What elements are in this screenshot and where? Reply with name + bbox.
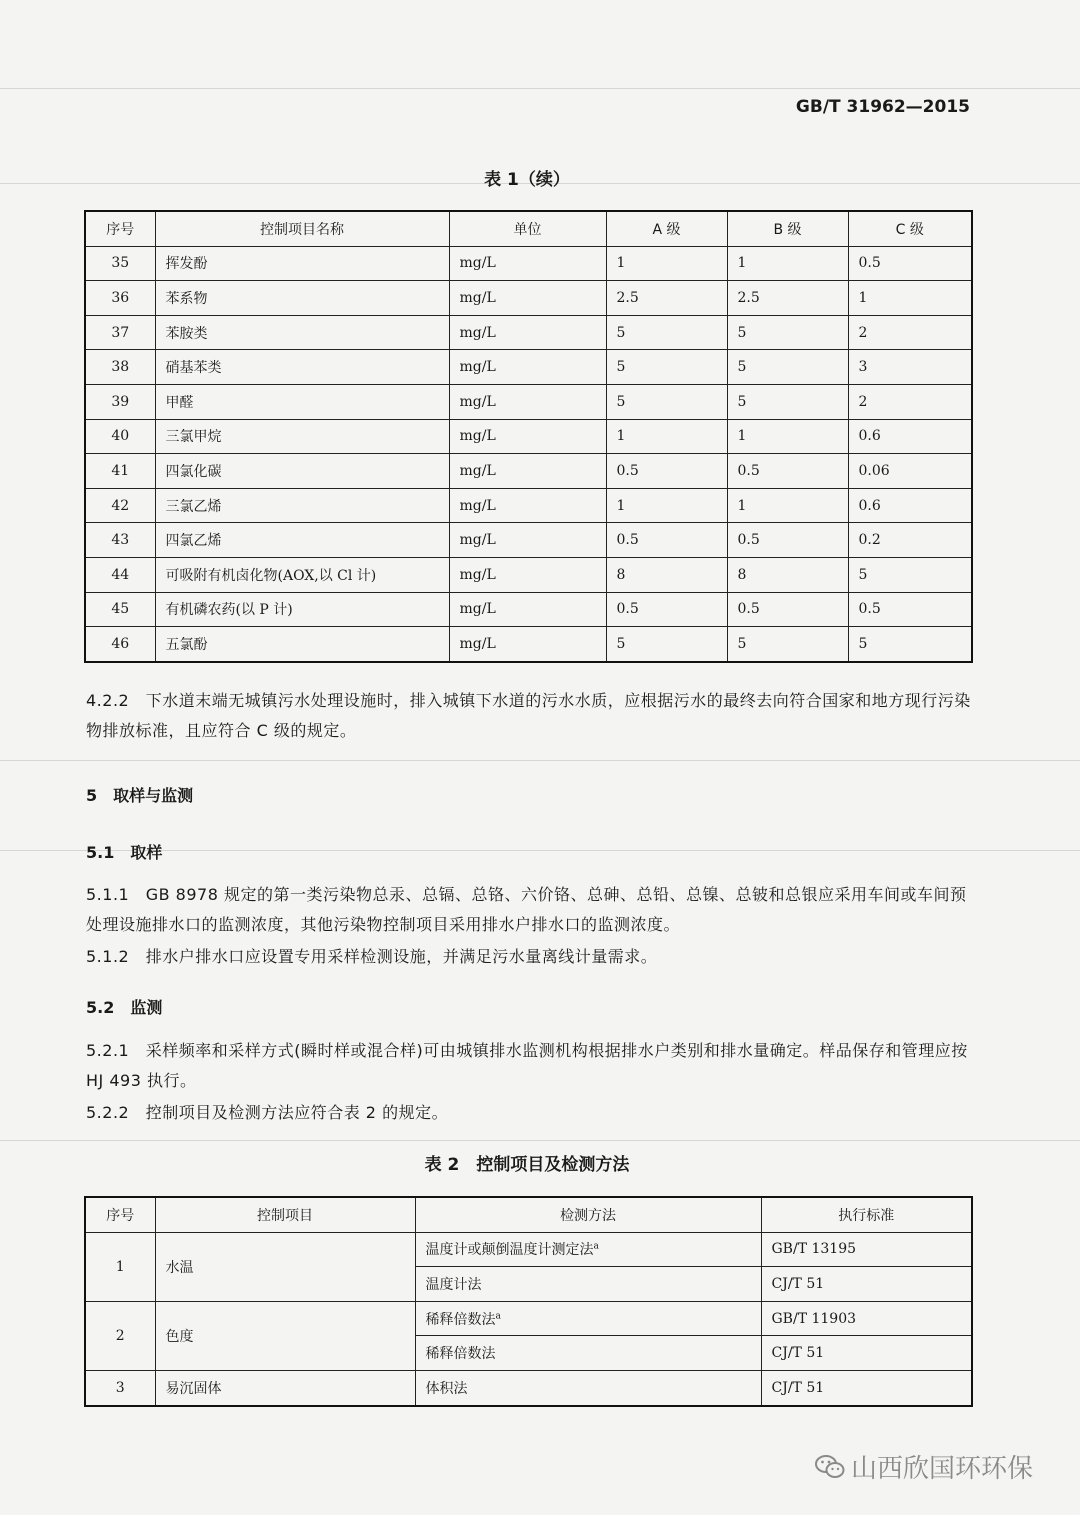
table2-method-cell bbox=[415, 1232, 761, 1267]
table1-row bbox=[85, 350, 972, 385]
table1-cell: mg/L bbox=[449, 350, 606, 385]
table1-cell: 5 bbox=[727, 350, 848, 385]
table1-cell: 0.5 bbox=[727, 592, 848, 627]
section-5-2-heading: 5.2 监测 bbox=[86, 998, 163, 1017]
table1-cell: mg/L bbox=[449, 315, 606, 350]
table1-cell: 1 bbox=[727, 488, 848, 523]
table1-cell: 四氯乙烯 bbox=[155, 523, 449, 558]
table1-cell: 5 bbox=[848, 557, 972, 592]
table1-cell: 有机磷农药(以 P 计) bbox=[155, 592, 449, 627]
table1-row bbox=[85, 246, 972, 281]
table1-header-cell: 序号 bbox=[85, 211, 155, 246]
table1-cell: 36 bbox=[85, 281, 155, 316]
table1-cell: 3 bbox=[848, 350, 972, 385]
table1-cell: 0.5 bbox=[606, 592, 727, 627]
table1-row bbox=[85, 557, 972, 592]
table1-cell: 0.6 bbox=[848, 419, 972, 454]
table1-cell: 0.5 bbox=[727, 454, 848, 489]
method-text: 稀释倍数法 bbox=[425, 1346, 496, 1363]
table2-row bbox=[85, 1232, 972, 1267]
table1-cell: mg/L bbox=[449, 454, 606, 489]
table1-cell: mg/L bbox=[449, 281, 606, 316]
table2-method-cell bbox=[415, 1336, 761, 1371]
table1-cell: 5 bbox=[606, 384, 727, 419]
table1-row bbox=[85, 384, 972, 419]
table1-cell: 5 bbox=[606, 315, 727, 350]
table1-cell: 0.5 bbox=[606, 454, 727, 489]
table1-cell: 0.2 bbox=[848, 523, 972, 558]
table2-no-cell: 1 bbox=[85, 1232, 155, 1301]
watermark-text: 山西欣国环环保 bbox=[851, 1454, 1034, 1484]
table1-cell: 1 bbox=[848, 281, 972, 316]
section-5-heading: 5 取样与监测 bbox=[86, 786, 194, 805]
table2-method-cell bbox=[415, 1267, 761, 1302]
table2-standard-cell: CJ/T 51 bbox=[761, 1370, 972, 1405]
table1-cell: 46 bbox=[85, 627, 155, 662]
table1-cell: 1 bbox=[727, 246, 848, 281]
table2 bbox=[84, 1196, 973, 1407]
table1-header-cell: C 级 bbox=[848, 211, 972, 246]
table2-header-cell: 序号 bbox=[85, 1197, 155, 1232]
table1-cell: 8 bbox=[727, 557, 848, 592]
table1-cell: 5 bbox=[606, 627, 727, 662]
table1-cell: 5 bbox=[727, 315, 848, 350]
table1-cell: 44 bbox=[85, 557, 155, 592]
table1-cell: 苯系物 bbox=[155, 281, 449, 316]
method-text: 稀释倍数法 bbox=[425, 1311, 496, 1328]
table2-standard-cell: CJ/T 51 bbox=[761, 1267, 972, 1302]
method-text: 温度计法 bbox=[425, 1276, 482, 1293]
table1-header-row bbox=[85, 211, 972, 246]
table1 bbox=[84, 210, 973, 663]
wechat-icon bbox=[815, 1454, 845, 1480]
document-code: GB/T 31962—2015 bbox=[795, 97, 970, 117]
table1-cell: 三氯乙烯 bbox=[155, 488, 449, 523]
table1-cell: 五氯酚 bbox=[155, 627, 449, 662]
table2-caption: 表 2 控制项目及检测方法 bbox=[424, 1155, 630, 1175]
table1-row bbox=[85, 419, 972, 454]
table1-cell: mg/L bbox=[449, 557, 606, 592]
table1-cell: 5 bbox=[727, 627, 848, 662]
table1-cell: 8 bbox=[606, 557, 727, 592]
footnote-mark: a bbox=[593, 1241, 599, 1252]
table1-cell: mg/L bbox=[449, 384, 606, 419]
clause-5-2-2: 5.2.2 控制项目及检测方法应符合表 2 的规定。 bbox=[86, 1103, 449, 1122]
table1-cell: mg/L bbox=[449, 523, 606, 558]
table1-cell: 37 bbox=[85, 315, 155, 350]
table1-cell: 5 bbox=[606, 350, 727, 385]
table1-cell: 38 bbox=[85, 350, 155, 385]
table1-row bbox=[85, 627, 972, 662]
table1-cell: mg/L bbox=[449, 488, 606, 523]
watermark bbox=[815, 1448, 1033, 1485]
table2-item-cell: 易沉固体 bbox=[155, 1370, 415, 1405]
table1-cell: 甲醛 bbox=[155, 384, 449, 419]
table2-standard-cell: CJ/T 51 bbox=[761, 1336, 972, 1371]
table1-cell: 2 bbox=[848, 384, 972, 419]
table1-cell: 0.5 bbox=[848, 592, 972, 627]
table1-caption: 表 1（续） bbox=[484, 170, 570, 190]
table2-row bbox=[85, 1301, 972, 1336]
table1-cell: mg/L bbox=[449, 592, 606, 627]
table1-cell: 苯胺类 bbox=[155, 315, 449, 350]
table1-cell: mg/L bbox=[449, 419, 606, 454]
table2-item-cell: 水温 bbox=[155, 1232, 415, 1301]
clause-5-1-2: 5.1.2 排水户排水口应设置专用采样检测设施，并满足污水量离线计量需求。 bbox=[86, 947, 658, 966]
table2-standard-cell: GB/T 11903 bbox=[761, 1301, 972, 1336]
table1-cell: 45 bbox=[85, 592, 155, 627]
table1-row bbox=[85, 454, 972, 489]
table1-cell: 5 bbox=[848, 627, 972, 662]
table1-cell: 可吸附有机卤化物(AOX,以 Cl 计) bbox=[155, 557, 449, 592]
table1-row bbox=[85, 523, 972, 558]
table1-cell: 41 bbox=[85, 454, 155, 489]
table2-method-cell bbox=[415, 1370, 761, 1405]
method-text: 温度计或颠倒温度计测定法 bbox=[425, 1242, 594, 1259]
table1-row bbox=[85, 281, 972, 316]
table2-header-cell: 控制项目 bbox=[155, 1197, 415, 1232]
table1-cell: 三氯甲烷 bbox=[155, 419, 449, 454]
table1-cell: 40 bbox=[85, 419, 155, 454]
table2-no-cell: 2 bbox=[85, 1301, 155, 1370]
table1-cell: 1 bbox=[606, 419, 727, 454]
table1-header-cell: 控制项目名称 bbox=[155, 211, 449, 246]
table1-cell: 5 bbox=[727, 384, 848, 419]
table1-header-cell: B 级 bbox=[727, 211, 848, 246]
method-text: 体积法 bbox=[425, 1380, 468, 1397]
table1-cell: 挥发酚 bbox=[155, 246, 449, 281]
table1-cell: mg/L bbox=[449, 627, 606, 662]
table1-cell: 硝基苯类 bbox=[155, 350, 449, 385]
table1-header-cell: 单位 bbox=[449, 211, 606, 246]
section-5-1-heading: 5.1 取样 bbox=[86, 843, 163, 862]
table1-cell: 0.6 bbox=[848, 488, 972, 523]
table1-cell: 2.5 bbox=[727, 281, 848, 316]
table1-cell: 0.5 bbox=[727, 523, 848, 558]
table1-cell: 0.5 bbox=[606, 523, 727, 558]
table1-cell: 1 bbox=[606, 488, 727, 523]
table2-header-row bbox=[85, 1197, 972, 1232]
table2-header-cell: 检测方法 bbox=[415, 1197, 761, 1232]
table1-cell: 1 bbox=[727, 419, 848, 454]
table1-cell: 43 bbox=[85, 523, 155, 558]
clause-5-2-1: 5.2.1 采样频率和采样方式(瞬时样或混合样)可由城镇排水监测机构根据排水户类别和排水量确定。样品保存和管理应按 HJ 493 执行。 bbox=[86, 1041, 968, 1090]
clause-4-2-2: 4.2.2 下水道末端无城镇污水处理设施时，排入城镇下水道的污水水质，应根据污水的最终去向符合国家和地方现行污染物排放标准，且应符合 C 级的规定。 bbox=[86, 691, 971, 740]
table1-cell: 0.5 bbox=[848, 246, 972, 281]
clause-5-1-1: 5.1.1 GB 8978 规定的第一类污染物总汞、总镉、总铬、六价铬、总砷、总铅、总镍、总铍和总银应采用车间或车间预处理设施排水口的监测浓度，其他污染物控制项目采用排水户排水口的监测浓度。 bbox=[86, 885, 967, 934]
table2-row bbox=[85, 1370, 972, 1405]
table1-cell: 2.5 bbox=[606, 281, 727, 316]
table1-cell: 35 bbox=[85, 246, 155, 281]
table2-method-cell bbox=[415, 1301, 761, 1336]
table1-header-cell: A 级 bbox=[606, 211, 727, 246]
table2-standard-cell: GB/T 13195 bbox=[761, 1232, 972, 1267]
table1-cell: mg/L bbox=[449, 246, 606, 281]
table2-header-cell: 执行标准 bbox=[761, 1197, 972, 1232]
table1-cell: 39 bbox=[85, 384, 155, 419]
table1-cell: 四氯化碳 bbox=[155, 454, 449, 489]
table1-row bbox=[85, 315, 972, 350]
table1-cell: 0.06 bbox=[848, 454, 972, 489]
table1-cell: 2 bbox=[848, 315, 972, 350]
table1-row bbox=[85, 592, 972, 627]
table1-cell: 42 bbox=[85, 488, 155, 523]
table1-cell: 1 bbox=[606, 246, 727, 281]
table2-no-cell: 3 bbox=[85, 1370, 155, 1405]
footnote-mark: a bbox=[495, 1310, 501, 1321]
table2-item-cell: 色度 bbox=[155, 1301, 415, 1370]
table1-row bbox=[85, 488, 972, 523]
